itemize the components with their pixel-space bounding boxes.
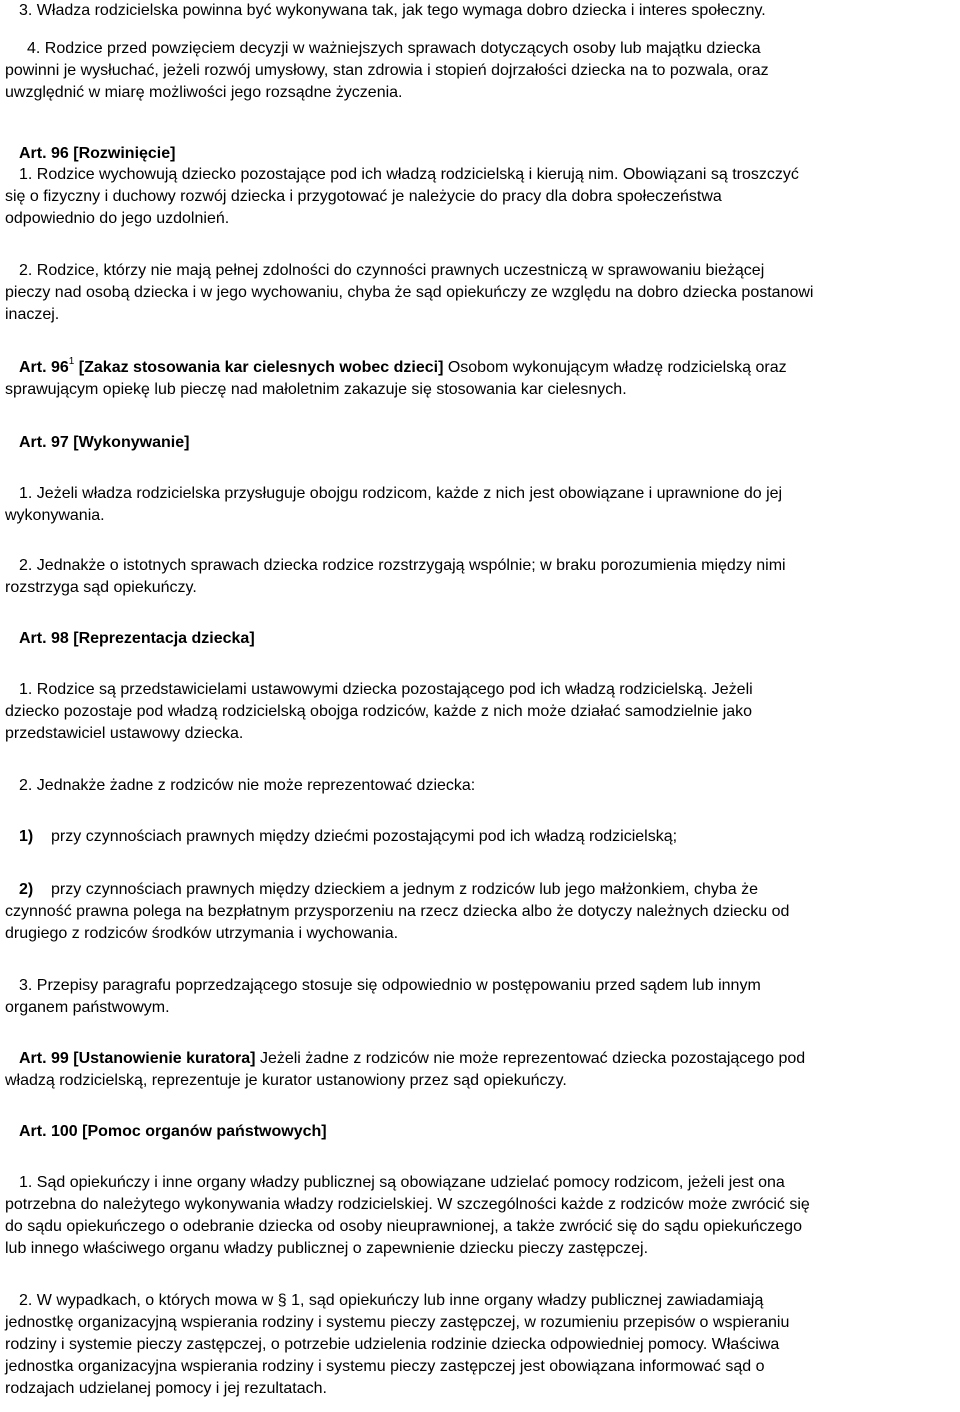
article-99-title: Art. 99 [Ustanowienie kuratora] (19, 1050, 256, 1067)
art98-par1-line-3: przedstawiciel ustawowy dziecka. (5, 725, 244, 742)
art98-item-2-number: 2) (19, 881, 34, 898)
art96-par2-line-3: inaczej. (5, 306, 60, 323)
art100-par2-line-3: rodziny i systemie pieczy zastępczej, o potrzebie udzielenia rodzinie dziecka odpowiedniej pomocy. Właściwa (5, 1336, 780, 1353)
art98-item-1 (5, 826, 677, 848)
art100-par2-line-2: jednostkę organizacyjną wspierania rodziny i systemu pieczy zastępczej, w rozumieniu przepisów o wspieraniu (5, 1314, 790, 1331)
art97-par1-line-2: wykonywania. (5, 507, 105, 524)
art98-item-2-line-3: drugiego z rodziców środków utrzymania i wychowania. (5, 925, 399, 942)
art98-item-1-number: 1) (19, 828, 34, 845)
article-96-1-prefix: Art. 96 (19, 359, 69, 376)
article-96-1-superscript: 1 (68, 355, 75, 367)
article-99-line-1 (5, 1048, 805, 1070)
article-96-1-line-2: sprawującym opiekę lub pieczę nad małoletnim zakazuje się stosowania kar cielesnych. (5, 381, 627, 398)
art98-item-2-line-1 (5, 879, 758, 901)
art100-par1-line-1: 1. Sąd opiekuńczy i inne organy władzy publicznej są obowiązane udzielać pomocy rodzicom, jeżeli jest ona (19, 1174, 785, 1191)
art96-par2-line-1: 2. Rodzice, którzy nie mają pełnej zdolności do czynności prawnych uczestniczą w sprawowaniu bieżącej (19, 262, 765, 279)
art98-par3-line-1: 3. Przepisy paragrafu poprzedzającego stosuje się odpowiednio w postępowaniu przed sądem lub innym (19, 977, 761, 994)
art97-par2-line-1: 2. Jednakże o istotnych sprawach dziecka rodzice rozstrzygają wspólnie; w braku porozumienia między nimi (19, 557, 786, 574)
art100-par2-line-4: jednostka organizacyjna wspierania rodziny i systemu pieczy zastępczej jest obowiązana informować sąd o (5, 1358, 765, 1375)
art100-par2-line-5: rodzajach udzielanej pomocy i jej rezultatach. (5, 1380, 327, 1397)
art97-par2-line-2: rozstrzyga sąd opiekuńczy. (5, 579, 197, 596)
art100-par1-line-4: lub innego właściwego organu władzy publicznej o zapewnienie dziecku pieczy zastępczej. (5, 1240, 649, 1257)
art96-par1-line-3: odpowiednio do jego uzdolnień. (5, 210, 230, 227)
art98-par2: 2. Jednakże żadne z rodziców nie może reprezentować dziecka: (19, 777, 476, 794)
art100-par1-line-3: do sądu opiekuńczego o odebranie dziecka od osoby nieuprawnionej, a także zwrócić się do sądu opiekuńczego (5, 1218, 802, 1235)
art98-par1-line-1: 1. Rodzice są przedstawicielami ustawowymi dziecka pozostającego pod ich władzą rodzicielską. Jeżeli (19, 681, 753, 698)
art96-par2-line-2: pieczy nad osobą dziecka i w jego wychowaniu, chyba że sąd opiekuńczy ze względu na dobro dziecka postanowi (5, 284, 814, 301)
article-96-heading: Art. 96 [Rozwinięcie] (19, 145, 176, 162)
article-96-1-text: Osobom wykonującym władzę rodzicielską oraz (443, 359, 787, 376)
art98-par3-line-2: organem państwowym. (5, 999, 170, 1016)
article-96-1-title: [Zakaz stosowania kar cielesnych wobec dzieci] (74, 359, 444, 376)
art96-par1-line-1: 1. Rodzice wychowują dziecko pozostające pod ich władzą rodzicielską i kierują nim. Obowiązani są troszczyć (19, 166, 799, 183)
paragraph-4-line-1: 4. Rodzice przed powzięciem decyzji w ważniejszych sprawach dotyczących osoby lub majątku dziecka (27, 40, 761, 57)
art98-par1-line-2: dziecko pozostaje pod władzą rodzicielską obojga rodziców, każde z nich może działać samodzielnie jako (5, 703, 753, 720)
art97-par1-line-1: 1. Jeżeli władza rodzicielska przysługuje obojgu rodzicom, każde z nich jest obowiązane i uprawnione do jej (19, 485, 783, 502)
paragraph-4-line-2: powinni je wysłuchać, jeżeli rozwój umysłowy, stan zdrowia i stopień dojrzałości dziecka na to pozwala, oraz (5, 62, 769, 79)
paragraph-4-line-3: uwzględnić w miarę możliwości jego rozsądne życzenia. (5, 84, 403, 101)
art98-item-2-text: przy czynnościach prawnych między dzieckiem a jednym z rodziców lub jego małżonkiem, chyba że (51, 881, 758, 898)
article-98-heading: Art. 98 [Reprezentacja dziecka] (19, 630, 255, 647)
article-100-heading: Art. 100 [Pomoc organów państwowych] (19, 1123, 327, 1140)
art100-par2-line-1: 2. W wypadkach, o których mowa w § 1, sąd opiekuńczy lub inne organy władzy publicznej zawiadamiają (19, 1292, 764, 1309)
art96-par1-line-2: się o fizyczny i duchowy rozwój dziecka i przygotować je należycie do pracy dla dobra społeczeństwa (5, 188, 722, 205)
article-97-heading: Art. 97 [Wykonywanie] (19, 434, 190, 451)
article-96-1-line-1 (5, 357, 787, 379)
article-99-line-2: władzą rodzicielską, reprezentuje je kurator ustanowiony przez sąd opiekuńczy. (5, 1072, 567, 1089)
art98-item-1-text: przy czynnościach prawnych między dziećmi pozostającymi pod ich władzą rodzicielską; (51, 828, 678, 845)
article-99-text: Jeżeli żadne z rodziców nie może reprezentować dziecka pozostającego pod (255, 1050, 806, 1067)
art98-item-2-line-2: czynność prawna polega na bezpłatnym przysporzeniu na rzecz dziecka albo że dotyczy należnych dziecku od (5, 903, 790, 920)
paragraph-3: 3. Władza rodzicielska powinna być wykonywana tak, jak tego wymaga dobro dziecka i interes społeczny. (19, 2, 766, 19)
art100-par1-line-2: potrzebna do należytego wykonywania władzy rodzicielskiej. W szczególności każde z rodziców może zwrócić się (5, 1196, 810, 1213)
